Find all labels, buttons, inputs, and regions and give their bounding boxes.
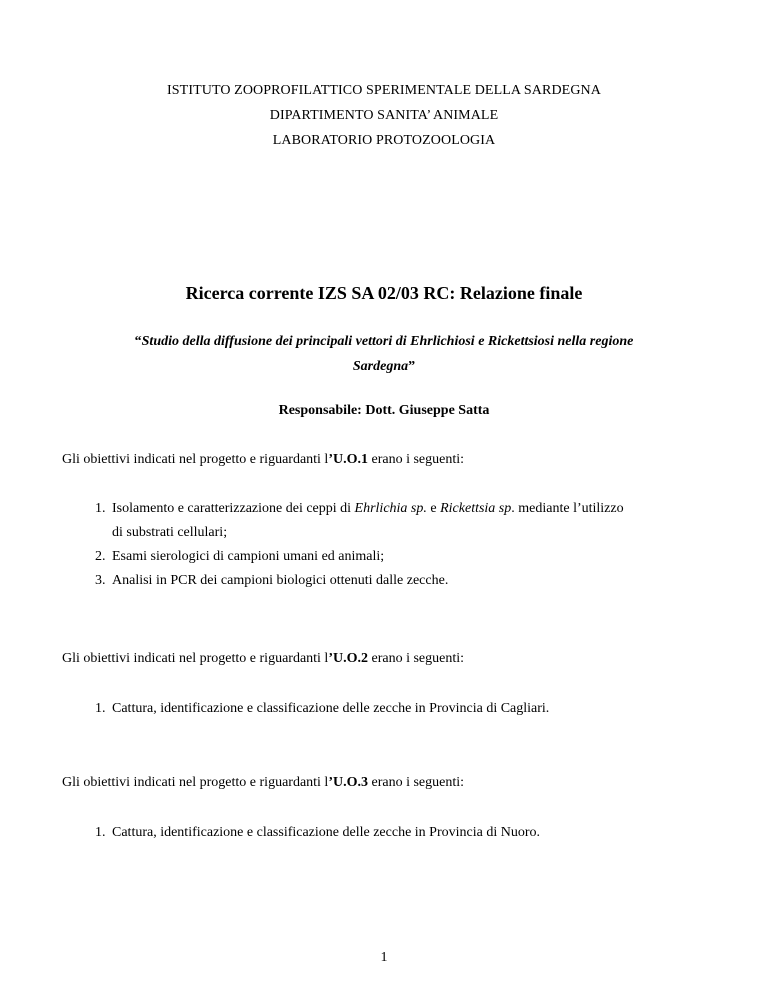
- list-item: [95, 545, 624, 569]
- list-item: [95, 569, 624, 593]
- item-text: Cattura, identificazione e classificazione delle zecche in Provincia di Nuoro.: [112, 825, 540, 840]
- item-text: e: [426, 501, 441, 516]
- objectives-intro-uo1: [62, 452, 464, 468]
- item-number: 3.: [95, 573, 106, 588]
- item-text: . mediante l’utilizzo: [511, 501, 624, 516]
- item-text: Cattura, identificazione e classificazione delle zecche in Provincia di Cagliari.: [112, 701, 550, 716]
- item-text: Isolamento e caratterizzazione dei ceppi di: [112, 501, 355, 516]
- institute-name: ISTITUTO ZOOPROFILATTICO SPERIMENTALE DELLA SARDEGNA: [167, 83, 601, 98]
- study-title-line1: Studio della diffusione dei principali vettori di Ehrlichiosi e Rickettsiosi nella regione: [141, 334, 634, 349]
- open-quote: “: [134, 334, 142, 349]
- item-text: Analisi in PCR dei campioni biologici ottenuti dalle zecche.: [112, 573, 449, 588]
- item-number: 2.: [95, 549, 106, 564]
- unit-label: ’U.O.2: [328, 651, 368, 666]
- intro-text: Gli obiettivi indicati nel progetto e riguardanti l: [62, 651, 329, 666]
- species-name: Ehrlichia sp.: [354, 501, 427, 516]
- list-item: [95, 697, 549, 721]
- item-number: 1.: [95, 501, 106, 516]
- document-title: Ricerca corrente IZS SA 02/03 RC: Relazione finale: [185, 283, 583, 303]
- laboratory-name: LABORATORIO PROTOZOOLOGIA: [272, 133, 496, 148]
- intro-text-end: erano i seguenti:: [368, 452, 465, 467]
- responsible-line: Responsabile: Dott. Giuseppe Satta: [278, 403, 490, 418]
- objectives-intro-uo3: [62, 775, 464, 791]
- species-name: Rickettsia sp: [440, 501, 512, 516]
- list-item: [95, 821, 540, 845]
- study-title: [60, 329, 708, 379]
- unit-label: ’U.O.1: [328, 452, 368, 467]
- objectives-intro-uo2: [62, 651, 464, 667]
- unit-label: ’U.O.3: [328, 775, 368, 790]
- department-name: DIPARTIMENTO SANITA’ ANIMALE: [269, 108, 499, 123]
- intro-text: Gli obiettivi indicati nel progetto e riguardanti l: [62, 452, 329, 467]
- study-title-line2: Sardegna: [352, 359, 409, 374]
- page-number: 1: [380, 950, 388, 965]
- list-item: [95, 497, 624, 545]
- intro-text-end: erano i seguenti:: [368, 775, 465, 790]
- objectives-list-uo3: [95, 821, 540, 845]
- intro-text: Gli obiettivi indicati nel progetto e riguardanti l: [62, 775, 329, 790]
- item-number: 1.: [95, 701, 106, 716]
- item-text-continued: di substrati cellulari;: [112, 525, 228, 540]
- objectives-list-uo2: [95, 697, 549, 721]
- item-text: Esami sierologici di campioni umani ed animali;: [112, 549, 385, 564]
- objectives-list-uo1: [95, 497, 624, 593]
- item-number: 1.: [95, 825, 106, 840]
- intro-text-end: erano i seguenti:: [368, 651, 465, 666]
- close-quote: ”: [408, 359, 416, 374]
